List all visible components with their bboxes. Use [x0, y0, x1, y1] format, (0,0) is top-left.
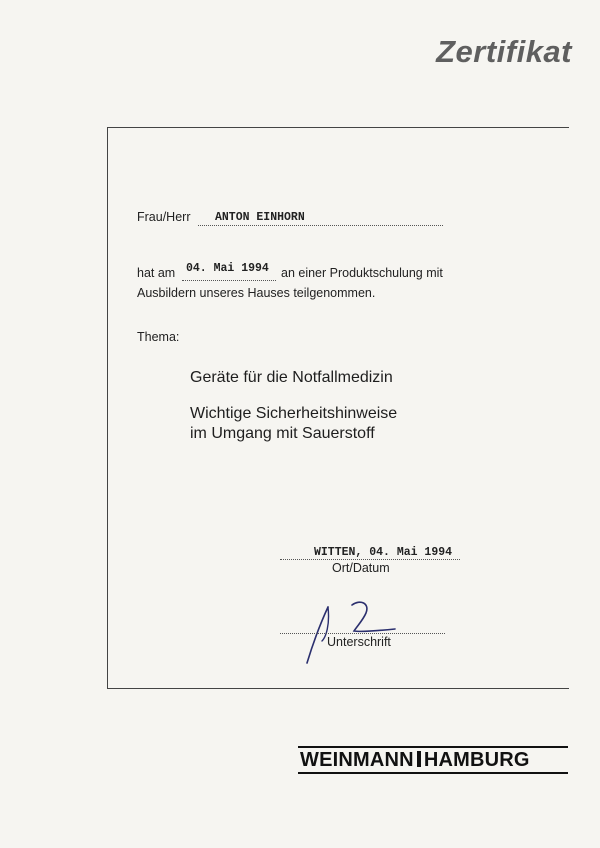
- topic-line-2: Wichtige Sicherheitshinweise: [190, 405, 398, 422]
- weinmann-hamburg-logo: [300, 749, 530, 772]
- topic-line-1: Geräte für die Notfallmedizin: [190, 369, 393, 386]
- date-suffix: an einer Produktschulung mit: [281, 266, 443, 280]
- signature-label: Unterschrift: [327, 635, 391, 649]
- course-date: 04. Mai 1994: [186, 262, 269, 275]
- place-date-label: Ort/Datum: [332, 561, 390, 575]
- logo-rule-top: [298, 746, 568, 748]
- topic-line-3: im Umgang mit Sauerstoff: [190, 425, 375, 442]
- recipient-label: Frau/Herr: [137, 210, 191, 224]
- signature-dotted-line: [280, 633, 445, 634]
- place-date-value: WITTEN, 04. Mai 1994: [314, 546, 453, 559]
- certificate-title: Zertifikat: [436, 34, 572, 69]
- topic-label: Thema:: [137, 330, 180, 344]
- logo-rule-bottom: [298, 772, 568, 774]
- recipient-dotted-line: [198, 225, 443, 226]
- logo-brand-left: WEINMANN: [300, 749, 414, 771]
- date-prefix: hat am: [137, 266, 176, 280]
- date-dotted-line: [182, 280, 276, 281]
- participation-text: Ausbildern unseres Hauses teilgenommen.: [137, 286, 376, 300]
- logo-brand-right: HAMBURG: [423, 749, 530, 771]
- recipient-name: ANTON EINHORN: [215, 211, 305, 224]
- logo-separator: [417, 751, 421, 767]
- place-date-dotted-line: [280, 559, 460, 560]
